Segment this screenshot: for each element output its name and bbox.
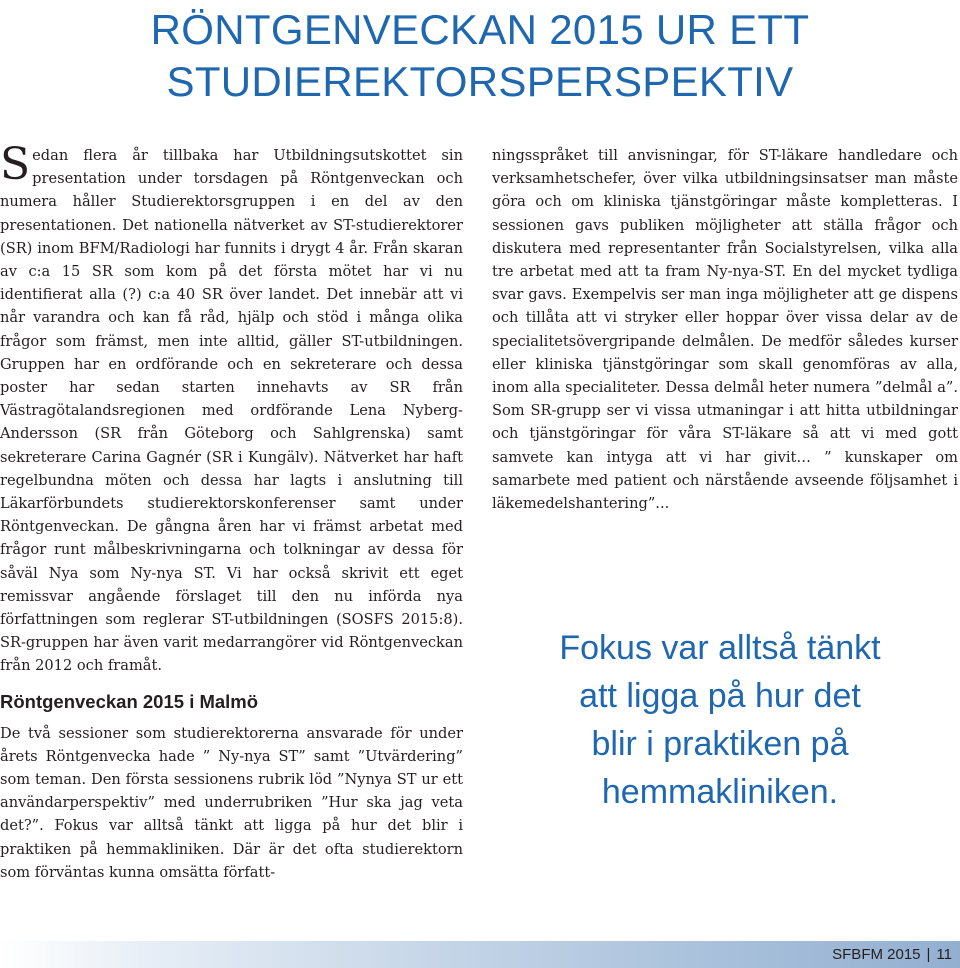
intro-paragraph xyxy=(0,139,463,678)
article-title-line-2: STUDIEREKTORSPERSPEKTIV xyxy=(166,58,794,105)
footer-folio xyxy=(832,946,952,963)
left-column xyxy=(0,139,463,884)
section-subheading: Röntgenveckan 2015 i Malmö xyxy=(0,690,259,712)
publication-name: SFBFM 2015 xyxy=(832,946,921,963)
pull-quote-line-3: blir i praktiken på xyxy=(591,725,849,763)
pull-quote-line-1: Fokus var alltså tänkt xyxy=(559,629,881,667)
right-column xyxy=(492,144,958,515)
footer-separator: | xyxy=(926,946,931,963)
pull-quote-line-4: hemmakliniken. xyxy=(601,773,839,811)
pull-quote xyxy=(520,624,920,816)
article-title-line-1: RÖNTGENVECKAN 2015 UR ETT xyxy=(150,6,810,53)
page-number: 11 xyxy=(936,946,952,963)
continued-paragraph: ningsspråket till anvisningar, för ST-läkare handledare och verksamhetschefer, över vilka utbildningsinsatser man måste göra och om kliniska tjänstgöringar måste kompletteras. I sessionen gavs publiken möjligheter att ställa frågor och diskutera med representanter från Socialstyrelsen, vilka alla tre arbetat med att ta fram Ny-nya-ST. En del mycket tydliga svar gavs. Exempelvis ser man inga möjligheter att ge dispens och tillåta att vi stryker eller hoppar över vissa delar av de specialitetsövergripande delmålen. De medför således kurser eller kliniska tjänstgöringar som skall genomföras av alla, inom alla specialiteter. Dessa delmål heter numera ”delmål a”. Som SR-grupp ser vi vissa utmaningar i att hitta utbildningar och tjänstgöringar för våra ST-läkare så att vi med gott samvete kan intyga att vi har givit… ” kunskaper om samarbete med patient och närstående avseende följsamhet i läkemedelshantering”... xyxy=(492,147,958,513)
pull-quote-line-2: att ligga på hur det xyxy=(579,677,861,715)
intro-text: edan flera år tillbaka har Utbildningsutskottet sin presentation under torsdagen på Röntgenveckan och numera håller Studierektorsgruppen i en del av den presentationen. Det nationella nätverket av ST-studierektorer (SR) inom BFM/Radiologi har funnits i drygt 4 år. Från skaran av c:a 15 SR som kom på det första mötet har vi nu identifierat alla (?) c:a 40 SR över landet. Det innebär att vi når varandra och kan få råd, hjälp och stöd i många olika frågor som främst, men inte alltid, gäller ST-utbildningen. Gruppen har en ordförande och en sekreterare och dessa poster har sedan starten innehavts av SR från Västragötalandsregionen med ordförande Lena Nyberg-Andersson (SR från Göteborg och Sahlgrenska) samt sekreterare Carina Gagnér (SR i Kungälv). Nätverket har haft regelbundna möten och dessa har lagts i anslutning till Läkarförbundets studierektorskonferenser samt under Röntgenveckan. De gångna åren har vi främst arbetat med frågor runt målbeskrivningarna och tolkningar av dessa för såväl Nya som Ny-nya ST. Vi har också skrivit ett eget remissvar angående förslaget till den nu införda nya författningen som reglerar ST-utbildningen (SOSFS 2015:8). SR-gruppen har även varit medarrangörer vid Röntgenveckan från 2012 och framåt. xyxy=(0,147,463,675)
drop-cap: S xyxy=(0,139,31,190)
page-footer-band xyxy=(0,941,960,968)
article-title xyxy=(0,4,960,108)
body-paragraph-2: De två sessioner som studierektorerna ansvarade för under årets Röntgenvecka hade ” Ny-nya ST” samt ”Utvärdering” som teman. Den första sessionens rubrik löd ”Nynya ST ur ett användarperspektiv” med underrubriken ”Hur ska jag veta det?”. Fokus var alltså tänkt att ligga på hur det blir i praktiken på hemmakliniken. Där är det ofta studierektorn som förväntas kunna omsätta författ- xyxy=(0,724,463,881)
